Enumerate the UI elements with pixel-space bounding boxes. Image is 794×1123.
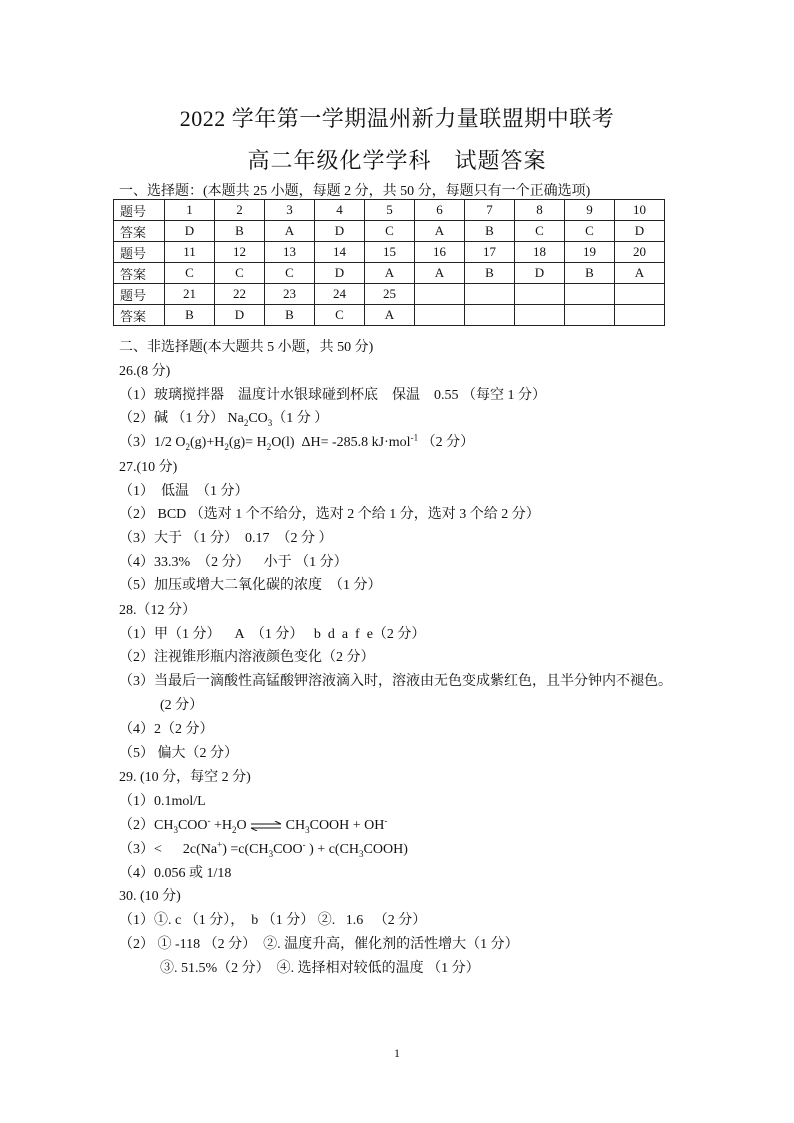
table-cell: 19	[565, 242, 615, 263]
table-cell: D	[165, 221, 215, 242]
table-cell: C	[365, 221, 415, 242]
table-cell: C	[165, 263, 215, 284]
section-2-heading: 二、非选择题(本大题共 5 小题，共 50 分)	[119, 340, 374, 355]
table-cell: B	[465, 263, 515, 284]
table-cell: 13	[265, 242, 315, 263]
table-row-header: 题号	[114, 284, 165, 305]
table-cell: 8	[515, 200, 565, 221]
table-cell	[615, 305, 665, 326]
table-cell: C	[265, 263, 315, 284]
table-cell	[515, 284, 565, 305]
q29-answer-4: （4）0.056 或 1/18	[119, 866, 232, 881]
q30-answer-1: （1）①. c （1 分）， b （1 分） ②. 1.6 （2 分）	[119, 913, 427, 928]
table-cell: 1	[165, 200, 215, 221]
equilibrium-arrow-icon	[250, 821, 282, 831]
table-cell: D	[515, 263, 565, 284]
table-cell: A	[615, 263, 665, 284]
q29-heading: 29. (10 分，每空 2 分)	[119, 770, 251, 785]
table-cell: 10	[615, 200, 665, 221]
table-cell: 16	[415, 242, 465, 263]
q27-heading: 27.(10 分)	[119, 460, 178, 475]
table-row	[114, 263, 665, 284]
table-cell: 14	[315, 242, 365, 263]
table-cell: A	[415, 263, 465, 284]
q27-answer-3: （3）大于 （1 分） 0.17 （2 分 ）	[119, 531, 333, 546]
table-row	[114, 242, 665, 263]
answer-table	[113, 199, 665, 326]
table-cell: 12	[215, 242, 265, 263]
q26-answer-2: （2）碱 （1 分） $Na_2CO_3(1$ 分 ）	[119, 411, 329, 428]
table-cell: B	[465, 221, 515, 242]
table-cell	[565, 305, 615, 326]
table-cell: C	[515, 221, 565, 242]
table-cell: 3	[265, 200, 315, 221]
table-cell: A	[415, 221, 465, 242]
q27-answer-4: （4）33.3% （2 分） 小于 （1 分）	[119, 555, 348, 570]
q29-answer-2: $(2)CH_3COO^- +H_2O$ $CH_3COOH + OH^-$	[119, 815, 388, 835]
table-row-header: 答案	[114, 263, 165, 284]
q26-heading: 26.(8 分)	[119, 364, 171, 379]
section-1-heading: 一、选择题：(本题共 25 小题，每题 2 分，共 50 分，每题只有一个正确选项)	[119, 184, 591, 199]
q27-answer-1: （1） 低温 （1 分）	[119, 484, 249, 499]
table-cell: C	[565, 221, 615, 242]
table-cell	[565, 284, 615, 305]
q27-answer-5: （5）加压或增大二氧化碳的浓度 （1 分）	[119, 578, 382, 593]
table-row-header: 题号	[114, 200, 165, 221]
page-subtitle: 高二年级化学学科 试题答案	[247, 148, 547, 173]
table-row	[114, 284, 665, 305]
q30-heading: 30. (10 分)	[119, 889, 181, 904]
table-cell: D	[315, 263, 365, 284]
q28-answer-4: （4）2（2 分）	[119, 722, 214, 737]
q26-answer-1: （1）玻璃搅拌器 温度计水银球碰到杯底 保温 0.55 （每空 1 分）	[119, 388, 546, 403]
table-cell: 21	[165, 284, 215, 305]
q30-answer-2: （2） ① -118 （2 分） ②. 温度升高，催化剂的活性增大（1 分）	[119, 937, 519, 952]
q28-answer-3-score: (2 分）	[160, 698, 204, 713]
table-cell: 4	[315, 200, 365, 221]
q28-answer-1: （1）甲（1 分） A （1 分） b d a f e（2 分）	[119, 627, 426, 642]
q28-answer-5: （5） 偏大（2 分）	[119, 746, 238, 761]
table-cell	[415, 284, 465, 305]
table-cell: B	[215, 221, 265, 242]
table-cell: 5	[365, 200, 415, 221]
q30-answer-3: ③. 51.5%（2 分） ④. 选择相对较低的温度 （1 分）	[160, 961, 480, 976]
table-cell: C	[215, 263, 265, 284]
table-cell: 23	[265, 284, 315, 305]
table-cell: 2	[215, 200, 265, 221]
q27-answer-2: （2） BCD （选对 1 个不给分，选对 2 个给 1 分，选对 3 个给 2 分）	[119, 507, 540, 522]
table-cell: A	[265, 221, 315, 242]
table-cell: D	[315, 221, 365, 242]
table-cell	[515, 305, 565, 326]
table-cell: A	[365, 305, 415, 326]
table-cell: B	[265, 305, 315, 326]
table-cell: D	[615, 221, 665, 242]
table-cell: 9	[565, 200, 615, 221]
table-cell: B	[565, 263, 615, 284]
table-cell: B	[165, 305, 215, 326]
table-cell: 6	[415, 200, 465, 221]
table-row	[114, 200, 665, 221]
table-row-header: 答案	[114, 305, 165, 326]
page-number: 1	[394, 1046, 400, 1060]
table-cell: C	[315, 305, 365, 326]
table-cell: 18	[515, 242, 565, 263]
table-cell	[465, 305, 515, 326]
table-cell: D	[215, 305, 265, 326]
table-row	[114, 221, 665, 242]
q26-answer-3: （3）1/2 $O_2(g)+H_2(g)= H_2O(l)$ ΔH= -285.8 kJ·mol$^{-1}$ （2 分）	[119, 432, 475, 452]
table-cell	[415, 305, 465, 326]
table-cell: 11	[165, 242, 215, 263]
table-cell: 15	[365, 242, 415, 263]
q28-answer-2: （2）注视锥形瓶内溶液颜色变化（2 分）	[119, 650, 375, 665]
table-cell: 7	[465, 200, 515, 221]
q29-answer-3: （3）< $2c(Na^+) =c(CH_3COO^-$ ) + $c(CH_3COOH)$	[119, 839, 408, 859]
q28-heading: 28.（12 分）	[119, 603, 196, 618]
table-cell: 25	[365, 284, 415, 305]
table-cell	[465, 284, 515, 305]
table-cell: A	[365, 263, 415, 284]
page-title: 2022 学年第一学期温州新力量联盟期中联考	[179, 106, 615, 131]
q28-answer-3: （3）当最后一滴酸性高锰酸钾溶液滴入时，溶液由无色变成紫红色，且半分钟内不褪色。	[119, 674, 672, 689]
table-cell: 17	[465, 242, 515, 263]
table-cell: 24	[315, 284, 365, 305]
table-cell: 22	[215, 284, 265, 305]
table-row	[114, 305, 665, 326]
table-row-header: 题号	[114, 242, 165, 263]
table-cell	[615, 284, 665, 305]
table-row-header: 答案	[114, 221, 165, 242]
q29-answer-1: （1）0.1mol/L	[119, 794, 206, 809]
table-cell: 20	[615, 242, 665, 263]
